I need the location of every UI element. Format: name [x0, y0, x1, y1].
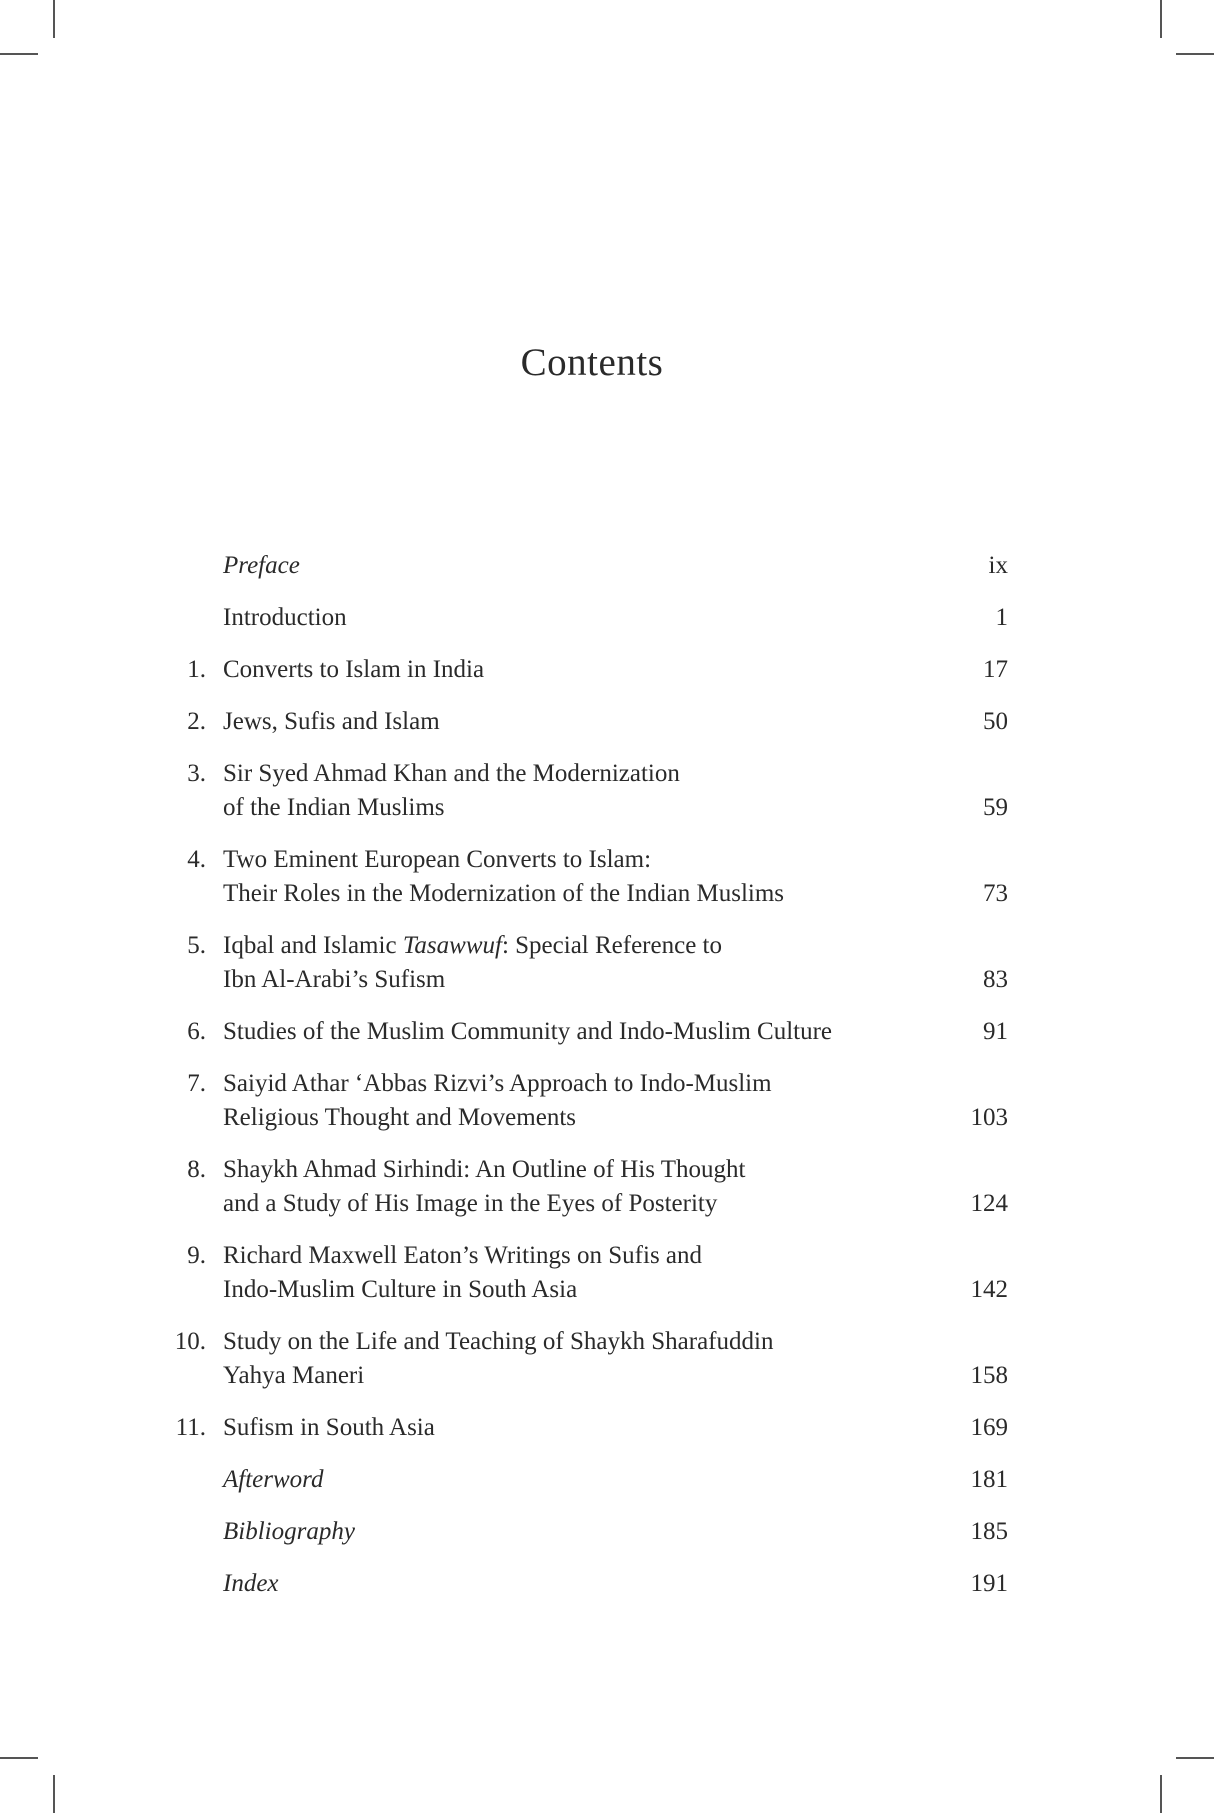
entry-title-line: Introduction [223, 604, 347, 631]
entry-title-line: Richard Maxwell Eaton’s Writings on Sufis and [223, 1242, 703, 1269]
page-title: Contents [520, 341, 664, 384]
entry-title [223, 549, 928, 583]
entry-title-line: Ibn Al-Arabi’s Sufism [223, 966, 446, 993]
entry-title [223, 1067, 928, 1135]
entry-title [223, 1153, 928, 1221]
page-number: ix [988, 552, 1008, 579]
chapter-number: 8. [187, 1156, 206, 1183]
entry-title [223, 1567, 928, 1601]
entry-title [223, 1411, 928, 1445]
entry-title [223, 1515, 928, 1549]
chapter-number [150, 601, 223, 635]
page-number: 83 [983, 966, 1008, 993]
page-number: 17 [983, 656, 1008, 683]
entry-title [223, 929, 928, 997]
entry-title-line: Yahya Maneri [223, 1362, 365, 1389]
chapter-number [150, 1515, 223, 1549]
page-number: 124 [970, 1190, 1008, 1217]
entry-title [223, 1325, 928, 1393]
chapter-number: 4. [187, 846, 206, 873]
entry-title-line: Bibliography [223, 1518, 355, 1545]
crop-mark [1176, 53, 1214, 55]
chapter-number: 10. [174, 1328, 206, 1355]
chapter-number [150, 1567, 223, 1601]
page-number: 50 [983, 708, 1008, 735]
crop-mark [0, 1757, 38, 1759]
entry-title-line: Jews, Sufis and Islam [223, 708, 440, 735]
crop-mark [53, 1775, 55, 1813]
toc-entry[interactable] [150, 549, 1008, 583]
page-number: 185 [970, 1518, 1008, 1545]
chapter-number: 2. [187, 708, 206, 735]
toc-entry[interactable] [150, 1153, 1008, 1221]
page-number: 103 [970, 1104, 1008, 1131]
page-number: 142 [970, 1276, 1008, 1303]
toc-entry[interactable] [150, 757, 1008, 825]
toc-entry[interactable] [150, 705, 1008, 739]
toc-entry[interactable] [150, 1067, 1008, 1135]
entry-title [223, 843, 928, 911]
entry-title [223, 653, 928, 687]
entry-title [223, 601, 928, 635]
page-number: 169 [970, 1414, 1008, 1441]
entry-title-part: Iqbal and Islamic [223, 932, 403, 959]
entry-title [223, 1015, 928, 1049]
entry-title-line: Study on the Life and Teaching of Shaykh Sharafuddin [223, 1328, 774, 1355]
toc-entry[interactable] [150, 1567, 1008, 1601]
entry-title-line: Indo-Muslim Culture in South Asia [223, 1276, 578, 1303]
toc-entry[interactable] [150, 1015, 1008, 1049]
entry-title-line: Shaykh Ahmad Sirhindi: An Outline of His Thought [223, 1156, 746, 1183]
page-number: 1 [995, 604, 1008, 631]
entry-title [223, 1463, 928, 1497]
page-number: 73 [983, 880, 1008, 907]
crop-mark [0, 53, 38, 55]
entry-title-part: : Special Reference to [501, 932, 722, 959]
entry-title [223, 1239, 928, 1307]
entry-title-line: Studies of the Muslim Community and Indo-Muslim Culture [223, 1018, 833, 1045]
toc-entry[interactable] [150, 1239, 1008, 1307]
entry-title-line: Sir Syed Ahmad Khan and the Modernization [223, 760, 680, 787]
chapter-number: 6. [187, 1018, 206, 1045]
chapter-number: 1. [187, 656, 206, 683]
crop-mark [1160, 1775, 1162, 1813]
chapter-number: 11. [175, 1414, 206, 1441]
entry-title-line: Religious Thought and Movements [223, 1104, 576, 1131]
entry-title-line: Two Eminent European Converts to Islam: [223, 846, 652, 873]
table-of-contents [150, 549, 1008, 1619]
page-number: 91 [983, 1018, 1008, 1045]
entry-title-line: Preface [223, 552, 300, 579]
entry-title-line: Converts to Islam in India [223, 656, 485, 683]
toc-entry[interactable] [150, 929, 1008, 997]
page-number: 181 [970, 1466, 1008, 1493]
entry-title-line: of the Indian Muslims [223, 794, 445, 821]
toc-entry[interactable] [150, 843, 1008, 911]
crop-mark [1176, 1757, 1214, 1759]
entry-title-line: Index [223, 1570, 279, 1597]
entry-title-line: Sufism in South Asia [223, 1414, 435, 1441]
crop-mark [53, 0, 55, 38]
toc-entry[interactable] [150, 653, 1008, 687]
toc-entry[interactable] [150, 1463, 1008, 1497]
entry-title [223, 705, 928, 739]
chapter-number [150, 549, 223, 583]
chapter-number: 7. [187, 1070, 206, 1097]
toc-entry[interactable] [150, 1515, 1008, 1549]
toc-entry[interactable] [150, 601, 1008, 635]
entry-title-part: Tasawwuf [402, 932, 502, 959]
toc-entry[interactable] [150, 1411, 1008, 1445]
chapter-number: 9. [187, 1242, 206, 1269]
toc-entry[interactable] [150, 1325, 1008, 1393]
crop-mark [1160, 0, 1162, 38]
entry-title-line: Afterword [223, 1466, 324, 1493]
entry-title-line: Their Roles in the Modernization of the Indian Muslims [223, 880, 785, 907]
entry-title-line: Saiyid Athar ‘Abbas Rizvi’s Approach to Indo-Muslim [223, 1070, 772, 1097]
entry-title [223, 757, 928, 825]
page-number: 158 [970, 1362, 1008, 1389]
chapter-number: 3. [187, 760, 206, 787]
page-number: 59 [983, 794, 1008, 821]
chapter-number: 5. [187, 932, 206, 959]
chapter-number [150, 1463, 223, 1497]
entry-title-line: and a Study of His Image in the Eyes of Posterity [223, 1190, 718, 1217]
page-number: 191 [970, 1570, 1008, 1597]
